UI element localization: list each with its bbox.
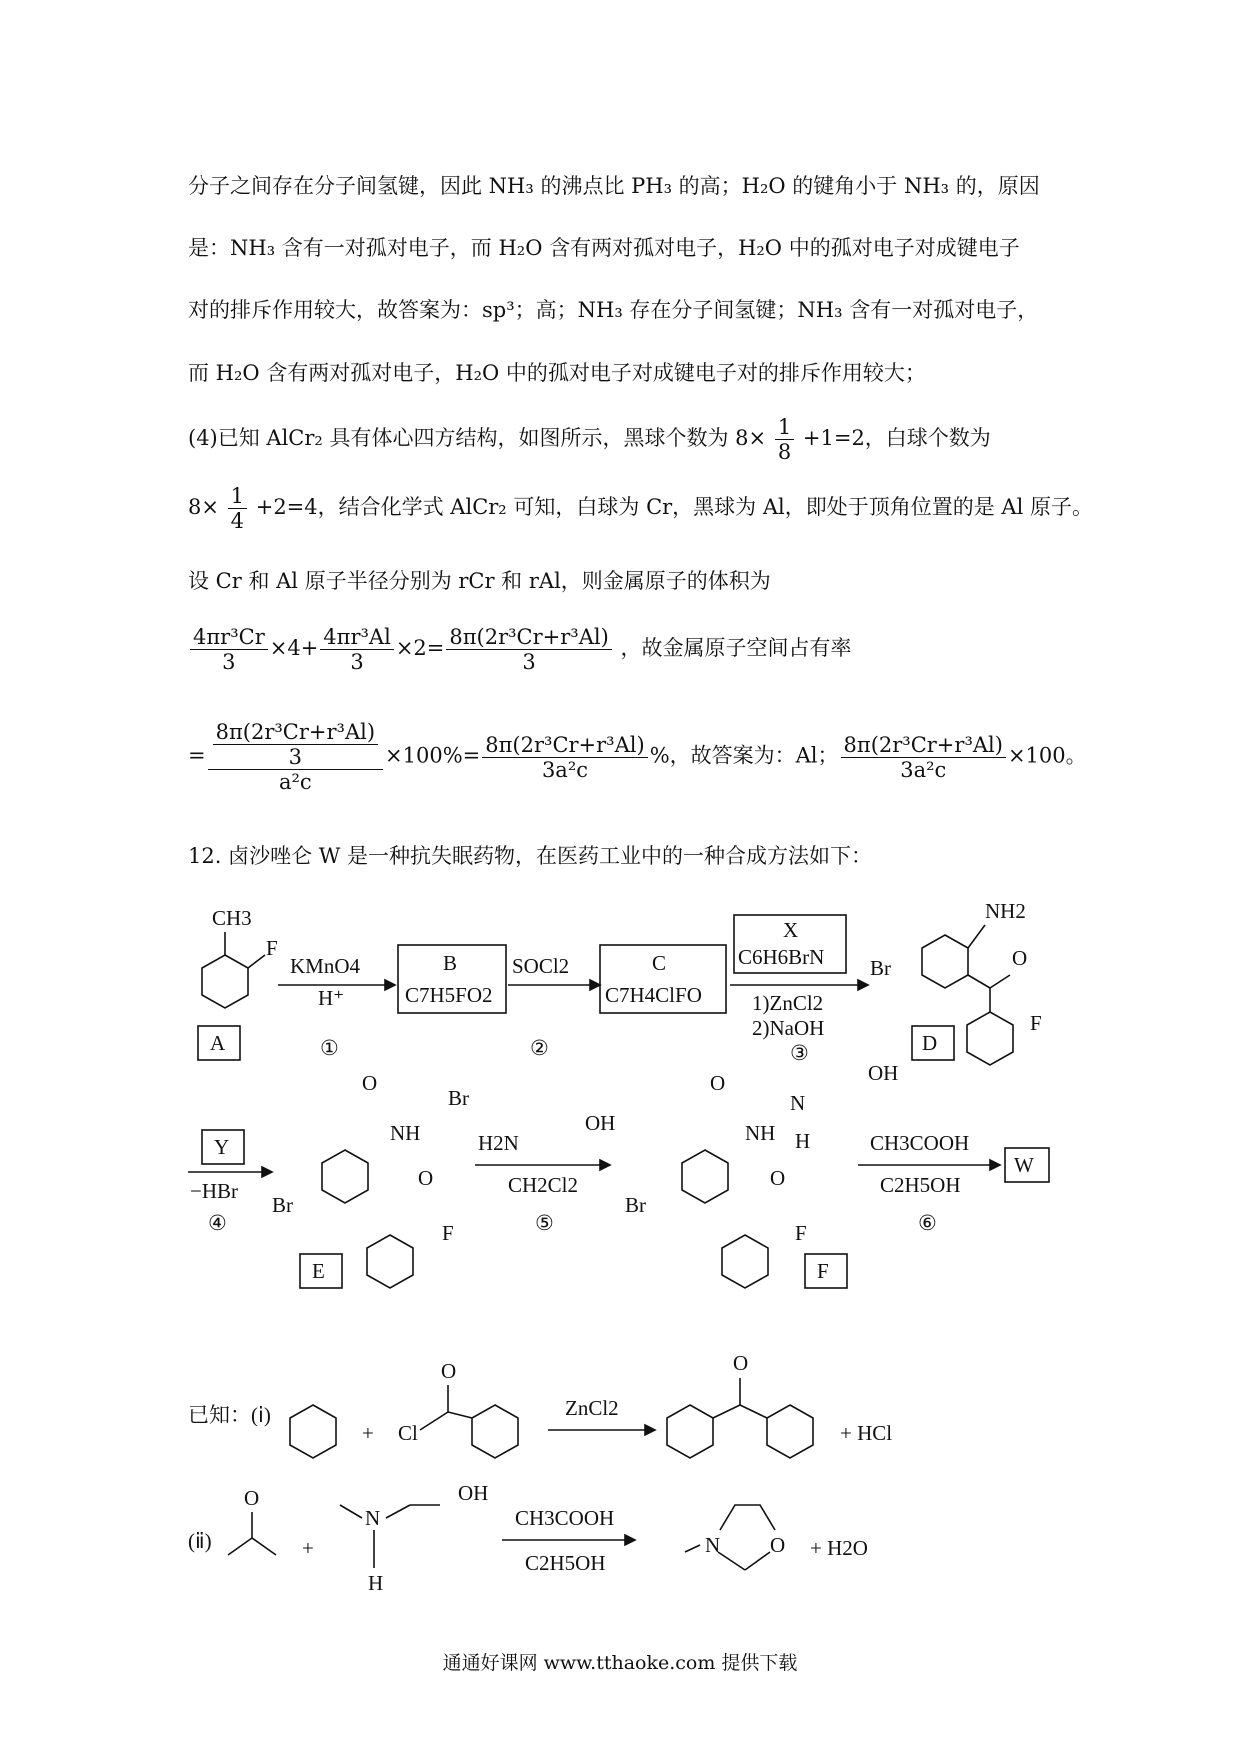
zncl2-label: ZnCl2 xyxy=(565,1396,619,1420)
reagent-ch2cl2: CH2Cl2 xyxy=(508,1173,579,1197)
label-y: Y xyxy=(214,1135,230,1159)
reagent-oh: OH xyxy=(585,1111,616,1135)
label-c: C xyxy=(652,951,667,975)
reagent-zncl2: 1)ZnCl2 xyxy=(752,991,824,1015)
line6-part-a: 8× xyxy=(188,495,219,519)
f-f-label: F xyxy=(795,1221,807,1245)
molecule-a xyxy=(198,906,278,1060)
a-ch3-label: CH3 xyxy=(212,906,252,930)
benzene-2 xyxy=(472,1405,518,1458)
e-br2-label: Br xyxy=(448,1086,469,1110)
fraction-compound: $\frac{\frac{\text{8π(2r³Cr+r³Al)}}{3}}{\text{a²c}}$ xyxy=(208,720,383,794)
label-a: A xyxy=(210,1031,226,1055)
n-label: N xyxy=(365,1506,381,1530)
label-b: B xyxy=(443,951,458,975)
fraction-occupancy: $\frac{\text{8π(2r³Cr+r³Al)}}{\text{3a²c}}$ xyxy=(482,733,647,782)
label-f: F xyxy=(817,1259,829,1283)
molecule-d xyxy=(870,899,1042,1065)
f-oh-label: OH xyxy=(868,1061,899,1085)
ch3cooh-label: CH3COOH xyxy=(515,1506,615,1530)
o-label-4: O xyxy=(770,1533,786,1557)
fraction-total-volume: $\frac{\text{8π(2r³Cr+r³Al)}}{3}$ xyxy=(446,625,611,674)
reagent-ch3cooh: CH3COOH xyxy=(870,1131,970,1155)
fraction-1-4: $\frac{1}{4}$ xyxy=(228,484,247,533)
line8-tail: ，故金属原子空间占有率 xyxy=(620,636,852,660)
d-o-label: O xyxy=(1012,946,1028,970)
footer: 通通好课网 www.tthaoke.com 提供下载 xyxy=(442,1652,798,1674)
formula-c: C7H4ClFO xyxy=(605,983,702,1007)
line9-end: ×100。 xyxy=(1007,743,1087,768)
reagent-socl2: SOCl2 xyxy=(512,954,570,978)
text-line-7: 设 Cr 和 Al 原子半径分别为 rCr 和 rAl，则金属原子的体积为 xyxy=(188,569,771,593)
molecule-f xyxy=(625,1061,898,1288)
d-nh2-label: NH2 xyxy=(985,899,1026,923)
d-br-label: Br xyxy=(870,956,891,980)
a-f-label: F xyxy=(266,936,278,960)
text-line-3: 对的排斥作用较大，故答案为：sp³；高；NH₃ 存在分子间氢键；NH₃ 含有一对孤对电子， xyxy=(188,298,1039,322)
f-o-label: O xyxy=(710,1071,726,1095)
e-br-label: Br xyxy=(272,1193,293,1217)
h2o-label: + H2O xyxy=(810,1536,868,1560)
known-label: 已知：(ⅰ) xyxy=(188,1403,271,1427)
fraction-answer: $\frac{\text{8π(2r³Cr+r³Al)}}{\text{3a²c}}$ xyxy=(841,733,1006,782)
cl-label: Cl xyxy=(398,1421,418,1445)
molecule-e xyxy=(272,1071,469,1288)
step-4: ④ xyxy=(208,1211,227,1235)
step-2: ② xyxy=(530,1036,549,1060)
plus-1: + xyxy=(362,1421,374,1445)
o-label-2: O xyxy=(733,1351,749,1375)
label-d: D xyxy=(922,1031,938,1055)
reagent-hbr: −HBr xyxy=(190,1179,239,1203)
e-nh-label: NH xyxy=(390,1121,421,1145)
text-line-2: 是：NH₃ 含有一对孤对电子，而 H₂O 含有两对孤对电子，H₂O 中的孤对电子对成键电子 xyxy=(188,236,1020,260)
question-12: 12. 卤沙唑仑 W 是一种抗失眠药物，在医药工业中的一种合成方法如下： xyxy=(188,844,873,868)
e-o-label: O xyxy=(362,1071,378,1095)
d-f-label: F xyxy=(1030,1011,1042,1035)
fraction-1-8: $\frac{1}{8}$ xyxy=(775,415,794,464)
fraction-cr-volume: $\frac{\text{4πr³Cr}}{3}$ xyxy=(190,625,268,674)
plus-2: + xyxy=(302,1536,314,1560)
line9-tail: %，故答案为：Al； xyxy=(649,743,839,768)
e-o2-label: O xyxy=(418,1166,434,1190)
f-o2-label: O xyxy=(770,1166,786,1190)
benzene-3 xyxy=(667,1405,713,1458)
line6-part-b: +2=4，结合化学式 AlCr₂ 可知，白球为 Cr，黑球为 Al，即处于顶角位置的是 Al 原子。 xyxy=(255,495,1093,519)
o-label-1: O xyxy=(441,1359,457,1383)
volume-formula-line: $\frac{\text{4πr³Cr}}{3}$ ×4+ $\frac{\text{4πr³Al}}{3}$ ×2= $\frac{\text{8π(2r³Cr+r³Al)}}{3}$ ，故金属原子空间占有率 xyxy=(188,625,851,674)
reagent-h2n: H2N xyxy=(478,1131,519,1155)
f-br-label: Br xyxy=(625,1193,646,1217)
step-6: ⑥ xyxy=(918,1211,937,1235)
step-3: ③ xyxy=(790,1041,809,1065)
hcl-label: + HCl xyxy=(840,1421,893,1445)
oh-label: OH xyxy=(458,1481,489,1505)
reagent-c2h5oh: C2H5OH xyxy=(880,1173,961,1197)
formula-b: C7H5FO2 xyxy=(405,983,493,1007)
step-1: ① xyxy=(320,1036,339,1060)
benzene-1 xyxy=(290,1405,336,1458)
reagent-h-plus: H⁺ xyxy=(318,986,345,1010)
text-line-1: 分子之间存在分子间氢键，因此 NH₃ 的沸点比 PH₃ 的高；H₂O 的键角小于 NH₃ 的，原因 xyxy=(188,174,1040,198)
f-n-label: N xyxy=(790,1091,806,1115)
n-label-2: N xyxy=(705,1533,721,1557)
reagent-kmno4: KMnO4 xyxy=(290,954,361,978)
known2-label: (ⅱ) xyxy=(188,1529,212,1553)
formula-x: C6H6BrN xyxy=(738,945,825,969)
benzene-4 xyxy=(767,1405,813,1458)
c2h5oh-label: C2H5OH xyxy=(525,1551,606,1575)
f-nh-label: NH xyxy=(745,1121,776,1145)
label-x: X xyxy=(783,918,799,942)
e-f-label: F xyxy=(442,1221,454,1245)
text-line-4: 而 H₂O 含有两对孤对电子，H₂O 中的孤对电子对成键电子对的排斥作用较大； xyxy=(188,361,926,385)
fraction-al-volume: $\frac{\text{4πr³Al}}{3}$ xyxy=(320,625,394,674)
label-w: W xyxy=(1014,1153,1034,1177)
line5-part-b: +1=2，白球个数为 xyxy=(802,426,991,450)
h-label: H xyxy=(368,1571,384,1595)
step-5: ⑤ xyxy=(535,1211,554,1235)
f-h-label: H xyxy=(795,1129,811,1153)
o-label-3: O xyxy=(244,1486,260,1510)
line5-part-a: (4)已知 AlCr₂ 具有体心四方结构，如图所示，黑球个数为 8× xyxy=(188,426,767,450)
label-e: E xyxy=(312,1259,325,1283)
reagent-naoh: 2)NaOH xyxy=(752,1016,825,1040)
occupancy-formula-line: = $\frac{\frac{\text{8π(2r³Cr+r³Al)}}{3}}{\text{a²c}}$ ×100%= $\frac{\text{8π(2r³Cr+r³Al)}}{\text{3a²c}}$ %，故答案为：Al； $\frac{\text{8π(2r³Cr+r³Al)}}{\text{3a²c}}$ ×100。 xyxy=(188,720,1087,794)
